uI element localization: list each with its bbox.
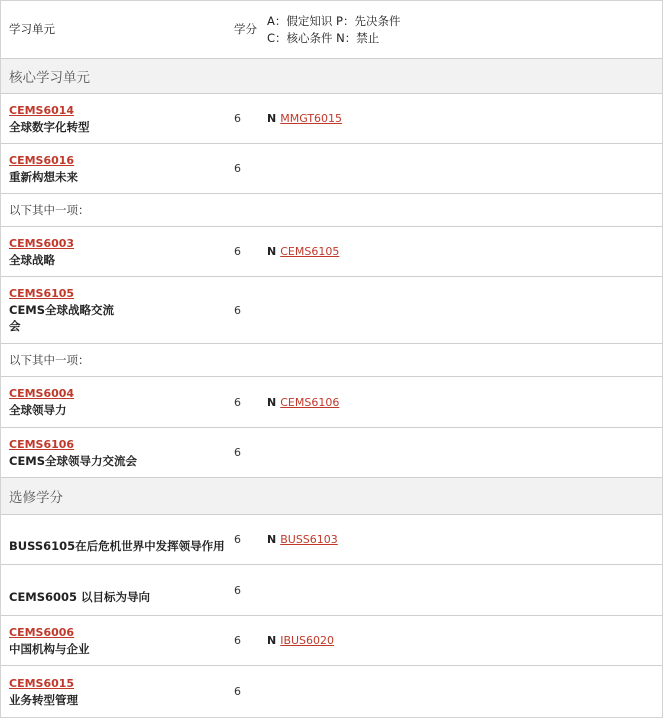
table-row bbox=[1, 377, 662, 428]
requirement-link[interactable]: CEMS6106 bbox=[280, 395, 340, 409]
unit-code-link[interactable]: CEMS6014 bbox=[9, 103, 75, 117]
section-header-elective bbox=[1, 478, 662, 515]
table-row bbox=[1, 277, 662, 344]
requirement-link[interactable]: MMGT6015 bbox=[280, 112, 343, 125]
unit-title: CEMS全球战略交流会 bbox=[9, 303, 115, 333]
table-row bbox=[1, 565, 662, 616]
unit-title: CEMS全球领导力交流会 bbox=[9, 453, 138, 468]
unit-credit: 6 bbox=[234, 112, 241, 125]
requirement-type: N bbox=[267, 634, 277, 647]
table-row bbox=[1, 227, 662, 277]
requirement-type: N bbox=[267, 112, 277, 125]
header-legend-line2: C：核心条件 N：禁止 bbox=[267, 30, 380, 45]
unit-code-link[interactable]: CEMS6106 bbox=[9, 437, 75, 451]
unit-code-link[interactable]: CEMS6003 bbox=[9, 236, 75, 250]
unit-code-link[interactable]: CEMS6004 bbox=[9, 387, 75, 400]
unit-code-link[interactable]: CEMS6105 bbox=[9, 287, 75, 300]
table-row bbox=[1, 144, 662, 194]
unit-credit: 6 bbox=[234, 395, 241, 409]
unit-title: 全球数字化转型 bbox=[9, 119, 90, 134]
requirement-link[interactable]: IBUS6020 bbox=[280, 634, 335, 647]
unit-credit: 6 bbox=[234, 634, 241, 647]
table-row bbox=[1, 94, 662, 144]
choice-note-text: 以下其中一项： bbox=[9, 203, 90, 217]
section-title: 选修学分 bbox=[9, 490, 63, 506]
header-credit-label: 学分 bbox=[234, 22, 257, 36]
section-header-core bbox=[1, 59, 662, 94]
unit-title: 全球战略 bbox=[9, 252, 55, 267]
unit-title: CEMS6005 以目标为导向 bbox=[9, 590, 151, 604]
unit-credit: 6 bbox=[234, 685, 241, 698]
header-legend-line1: A：假定知识 P：先决条件 bbox=[267, 13, 401, 28]
choice-note bbox=[1, 344, 662, 377]
table-header bbox=[1, 1, 662, 59]
unit-code-link[interactable]: CEMS6006 bbox=[9, 625, 75, 639]
unit-title: 中国机构与企业 bbox=[9, 641, 90, 656]
unit-credit: 6 bbox=[234, 446, 241, 459]
unit-credit: 6 bbox=[234, 245, 241, 258]
table-row bbox=[1, 428, 662, 478]
unit-title: 全球领导力 bbox=[9, 403, 67, 417]
table-row bbox=[1, 515, 662, 565]
table-row bbox=[1, 666, 662, 717]
requirement-link[interactable]: BUSS6103 bbox=[280, 533, 338, 546]
unit-title: 重新构想未来 bbox=[9, 169, 78, 184]
unit-credit: 6 bbox=[234, 533, 241, 546]
unit-code-link[interactable]: CEMS6016 bbox=[9, 153, 75, 167]
table-row bbox=[1, 616, 662, 666]
requirement-type: N bbox=[267, 395, 277, 409]
requirement-type: N bbox=[267, 245, 277, 258]
unit-credit: 6 bbox=[234, 162, 241, 175]
requirement-type: N bbox=[267, 533, 277, 546]
choice-note bbox=[1, 194, 662, 227]
section-title: 核心学习单元 bbox=[9, 70, 90, 86]
choice-note-text: 以下其中一项： bbox=[9, 353, 90, 367]
unit-title: BUSS6105在后危机世界中发挥领导作用 bbox=[9, 539, 225, 553]
requirement-link[interactable]: CEMS6105 bbox=[280, 245, 340, 258]
unit-title: 业务转型管理 bbox=[9, 692, 78, 707]
unit-code-link[interactable]: CEMS6015 bbox=[9, 676, 75, 690]
header-unit-label: 学习单元 bbox=[9, 22, 55, 36]
unit-credit: 6 bbox=[234, 303, 241, 317]
unit-credit: 6 bbox=[234, 583, 241, 597]
